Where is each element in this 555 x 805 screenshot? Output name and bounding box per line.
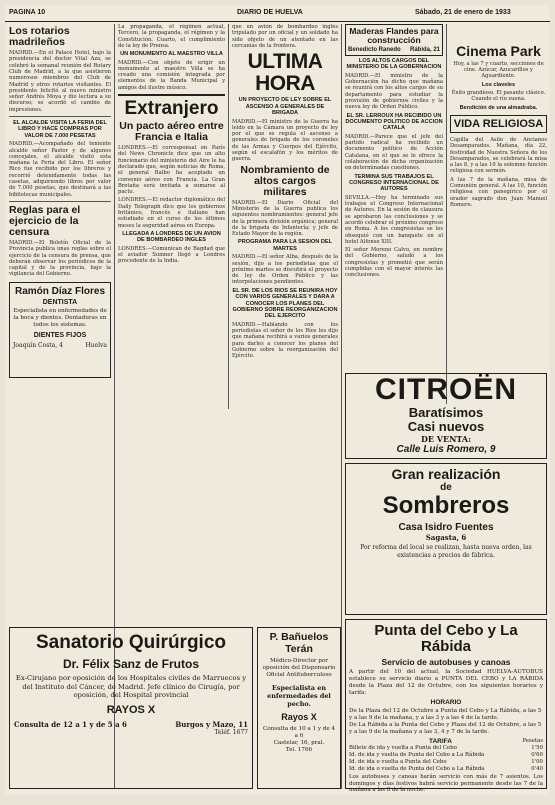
punta-title: Punta del Cebo y La Rábida [374,622,518,655]
headline-maestro-villa: UN MONUMENTO AL MAESTRO VILLA [120,51,223,58]
sombreros-shop: Casa Isidro Fuentes [398,522,494,533]
sanatorio-description: Ex-Cirujano por oposición de los Hospitales civiles de Marruecos y del Instituto del Cáncer, de Madrid. Jefe clínico de Cirugía, por oposición, del Hospital provincial [15,674,247,699]
sombreros-note: Por reforma del local se realizan, hasta nueva orden, las existencias a precios de fábrica. [360,544,532,559]
dentist-text: Especialista en enfermedades de la boca y dientes. Dentaduras en todos los sistemas. [13,307,107,328]
article-avion-cont: que un avión de bombardeo inglés tripulado por un oficial y un soldado ha sido objeto de un atentado en las cercanías de la frontera. [232,24,338,49]
banuelos-description: Médico-Director por oposición del Dispensario Oficial Antituberculoso [262,658,336,678]
issue-date: Sábado, 21 de enero de 1933 [415,9,511,16]
column-rule [341,24,342,789]
article-congreso-autores: SEVILLA.—Hoy ha terminado sus trabajos el Congreso Internacional de Autores. En la sesión de clausura se aprobaron las conclusiones y se acordó celebrar el próximo congreso en Roma. A los congresistas se les obsequió con un banquete en el hotel Alfonso XIII. [345,194,443,245]
ad-dentista [9,282,111,378]
cinema-park-text: Hoy, a las 7 y cuarto, secciones de cine. Azúcar, Azucarillos y Aguardiente. [453,60,544,80]
ad-sombreros [345,463,547,615]
column-1 [9,24,111,624]
punta-subtitle: Servicio de autobuses y canoas [381,657,511,667]
banuelos-phone: Tel. 1766 [285,747,313,753]
tarifa-row [349,759,543,766]
sanatorio-hours: Consulta de 12 a 1 y de 5 a 6 [14,719,127,729]
punta-horario-1: De la Plaza del 12 de Octubre a Punta del Cebo y La Rábida, a las 5 y a las 9 de la mañana, y a las 3 y a las 4 de la tarde. [349,708,542,721]
column-5 [450,24,547,394]
punta-note: Los autobuses y canoas harán servicio con más de 7 asientos. Los domingos y días festivos habrá servicio permanente desde las 7 de la mañana a las 8 de la noche. [349,774,543,794]
column-3 [232,24,338,624]
vida-religiosa-text: Capilla del Asilo de Ancianos Desamparados. Mañana, día 22, festividad de Nuestra Señora de los Desamparados, se celebrará la misa a las 8, y a las 10 la solemne función religiosa con sermón. [450,136,547,175]
tarifa-price: 0'40 [531,766,543,772]
article-altos-cargos-militares: MADRID.—El Diario Oficial del Ministerio de la Guerra publica los siguientes nombramientos: general jefe de la primera división orgánica; general de la brigada de Infantería; y jefe de Estado Mayor de la región. [232,199,338,238]
article-avion-bombardeo: LONDRES.—Comunican de Bagdad que el aviador Sumner llegó a Londres procedente de la India. [118,245,225,265]
section-extranjero: Extranjero [124,98,219,120]
citroen-line1: Baratísimos [408,405,484,420]
page-header [5,5,550,22]
dentist-hours: DIENTES FIJOS [33,331,87,339]
tarifa-row [349,766,543,773]
headline-censura: Reglas para el ejercicio de la censura [9,203,81,238]
sombreros-address: Sagasta, 6 [425,533,467,542]
sanatorio-address: Burgos y Mazo, 11 [175,719,248,729]
tarifa-price: 1'00 [531,759,543,765]
sanatorio-doctor: Dr. Félix Sanz de Frutos [62,657,200,671]
maderas-owner: Benedicto Ranedo [348,47,401,53]
article-gobernacion: MADRID.—El ministro de la Gobernación ha dicho que mañana se reunirá con los altos cargos de su departamento para estudiar la provisión de gobiernos civiles y la nueva ley de Orden Público. [345,72,443,111]
article-daily-telegraph: LONDRES.—El redactor diplomático del Daily Telegraph dice que los gobiernos británico, francés e italiano han estudiado en el curso de los últimos meses la seguridad aérea en Europa. [118,197,225,229]
sanatorio-title: Sanatorio Quirúrgico [35,632,227,653]
column-rule [446,24,447,404]
citroen-brand: CITROËN [375,373,517,406]
article-maestro-villa: MADRID.—Con objeto de erigir un monumento al maestro Villa se ha creado una comisión integrada por elementos de la Banda Municipal y amigos del ilustre músico. [118,59,225,91]
banuelos-specialty: Especialista en enfermedades del pecho. [267,684,331,708]
tarifa-row [349,745,543,752]
article-censura-cont: La propaganda, el régimen actual, Tercero, la propaganda, el régimen y la Constitución. Cuarto, el cumplimiento de la ley de Prensa. [118,24,225,49]
ad-citroen [345,373,547,459]
headline-feria-libro: EL ALCALDE VISITA LA FERIA DEL LIBRO Y HACE COMPRAS POR VALOR DE 7.000 PESETAS [13,120,107,139]
dentist-name: Ramón Díaz Flores [14,285,106,297]
article-censura: MADRID.—El Boletín Oficial de la Provincia publica unas reglas sobre el ejercicio de la censura de prensa, que deberán observar los periódicos de la capital y de la provincia, bajo la vigilancia del Gobierno. [9,239,111,278]
banuelos-name: P. Bañuelos Terán [269,631,329,655]
ad-punta-del-cebo [345,619,547,794]
banuelos-rayos: Rayos X [281,712,317,722]
citroen-line3: DE VENTA: [420,434,472,444]
column-2 [118,24,225,624]
punta-tarifa-heading: TARIFA [429,738,452,745]
headline-congreso-autores: TERMINA SUS TRABAJOS EL CONGRESO INTERNACIONAL DE AUTORES [349,173,439,193]
sombreros-line2: de [440,482,452,493]
vida-religiosa-title: VIDA RELIGIOSA [453,117,544,130]
article-feria-libro: MADRID.—Acompañado del teniente alcalde señor Pastor y de algunos concejales, el alcalde visitó esta mañana la Feria del Libro. El señor Rico fue recibido por los libreros y recorrió detenidamente todas las casetas, adquiriendo libros por valor de 7.000 pesetas, que destinará a las bibliotecas municipales. [9,141,111,198]
tarifa-price: 0'60 [531,752,543,758]
cinema-park-feature: Los claveles [481,81,516,88]
headline-gobernacion: LOS ALTOS CARGOS DEL MINISTERIO DE LA GOBERNACION [346,58,442,71]
cinema-park-text2: Éxito grandioso. El pasante clásico. Cuando el río suena. [451,89,546,103]
newspaper-page [5,5,550,795]
sombreros-line3: Sombreros [382,492,510,519]
section-ultima-hora: ULTIMA HORA [247,50,323,96]
sanatorio-rayos: RAYOS X [106,703,156,716]
dentist-role: DENTISTA [42,298,78,306]
punta-intro: A partir del 10 del actual, la Sociedad HUELVA-AUTOBUS establece su servicio diario a PUNTA DEL CEBO y LA RÁBIDA desde la Plaza del 12 de Octubre, con los siguientes horarios y tarifa: [349,669,543,696]
article-rotarios: MADRID.—En el Palace Hotel, bajo la presidencia del doctor Vital Aza, se celebró la semanal reunión del Rotary Club de Madrid, a la que asistieron numerosos miembros del Club de Madrid y otros rotarios visitantes. El presidente felicitó al nuevo ministro señor Andrés Moya y dio lectura a su discurso; se acordó el cambio de impresiones. [9,50,111,113]
headline-altos-cargos-militares: Nombramiento de altos cargos militares [240,163,330,198]
sanatorio-phone: Teléf. 1677 [214,728,248,736]
punta-horario-heading: HORARIO [430,699,462,706]
punta-pesetas-label: Pesetas [522,738,543,744]
citroen-line2: Casi nuevos [407,419,485,434]
maderas-title: Maderas Flandes para construcción [349,26,439,45]
tarifa-row [349,752,543,759]
tarifa-label: Id. de ida o vuelta a Punta del Cebo [349,759,447,765]
maderas-address: Rábida, 21 [409,47,440,53]
article-sesion-martes: MADRID.—El señor Alba, después de la sesión, dijo a los periodistas que el próximo martes se discutirá el proyecto de ley de Orden Público y las interpelaciones pendientes. [232,254,338,286]
tarifa-price: 1'50 [531,745,543,751]
headline-de-los-rios: EL SR. DE LOS RIOS SE REUNIRA HOY CON VARIOS GENERALES Y DARA A CONOCER LOS PLANES DEL GOBIERNO SOBRE REORGANIZACION DEL EJERCITO [232,287,338,320]
column-rule [228,24,229,409]
tarifa-label: Id. de ida o vuelta de Punta del Cebo a La Rábida [349,766,485,772]
vida-religiosa-box [450,115,547,133]
dentist-address: Joaquín Costa, 4 [13,341,63,349]
dentist-city: Huelva [85,341,107,349]
vida-religiosa-text2: A las 7 de la mañana, misa de Comunión general. A las 10, función religiosa con panegírico por el orador sagrado don Juan Manuel Romero. [450,176,547,208]
banuelos-hours: Consulta de 10 a 1 y de 4 a 6 [262,726,336,739]
ad-maderas [345,24,443,56]
cinema-park-footer: Bendición de una almadraba. [459,104,538,111]
tarifa-label: Billete de ida y vuelta a Punta del Cebo [349,745,457,751]
headline-sesion-martes: PROGRAMA PARA LA SESION DEL MARTES [237,239,333,252]
newspaper-name: DIARIO DE HUELVA [237,9,303,16]
article-de-los-rios: MADRID.—Hablando con los periodistas el señor de los Ríos les dijo que mañana recibirá a varios generales para darles a conocer los planes del Gobierno sobre la reorganización del Ejército. [232,321,338,360]
ad-banuelos [257,627,341,789]
page-number: PAGINA 10 [9,9,46,16]
article-pacto-aereo: LONDRES.—El corresponsal en París del News Chronicle dice que un alto funcionario del ministerio del Aire le ha declarado que, según noticias de Roma, el general Balbo ha aceptado un convenio aéreo con Francia. La Gran Bretaña será invitada a sumarse al pacto. [118,145,225,196]
tarifa-label: Id. de ida y vuelta de Punta del Cebo a La Rábida [349,752,485,758]
headline-rotarios: Los rotarios madrileños [9,25,70,49]
headline-pacto-aereo: Un pacto aéreo entre Francia e Italia [119,120,224,144]
ad-sanatorio [9,627,253,789]
headline-lerroux: EL SR. LERROUX HA RECIBIDO UN DOCUMENTO POLITICO DE ACCION CATALA [345,112,443,132]
article-lerroux: MADRID.—Parece que el jefe del partido radical ha recibido un documento político de Acción Catalana, en el que se le ofrece la colaboración de dicha organización en determinadas cuestiones. [345,133,443,172]
cinema-park-title: Cinema Park [456,43,541,59]
punta-horario-2: De La Rábida a la Punta del Cebo y Plaza del 12 de Octubre, a las 5 y a las 9 de la mañana y a las 3, 4 y 7 de la tarde. [349,722,542,735]
article-moreno-calvo: El señor Moreno Calvo, en nombre del Gobierno, saludó a los congresistas y prometió que serán cumplidas con el mayor interés las conclusiones. [345,247,443,279]
citroen-address: Calle Luis Romero, 9 [396,444,496,455]
headline-ascenso-generales: UN PROYECTO DE LEY SOBRE EL ASCENSO A GENERALES DE BRIGADA [238,97,332,117]
banuelos-address: Castelar, 16, pral. [273,740,325,746]
sombreros-line1: Gran realización [391,466,501,482]
article-ascenso-generales: MADRID.—El ministro de la Guerra ha leído en la Cámara un proyecto de ley por el que se regula el ascenso a generales de brigada de los coroneles de las Armas y Cuerpos del Ejército, según el escalafón y los méritos de guerra. [232,118,338,163]
headline-avion-bombardeo: LLEGADA A LONDRES DE UN AVION DE BOMBARDEO INGLES [122,230,221,244]
